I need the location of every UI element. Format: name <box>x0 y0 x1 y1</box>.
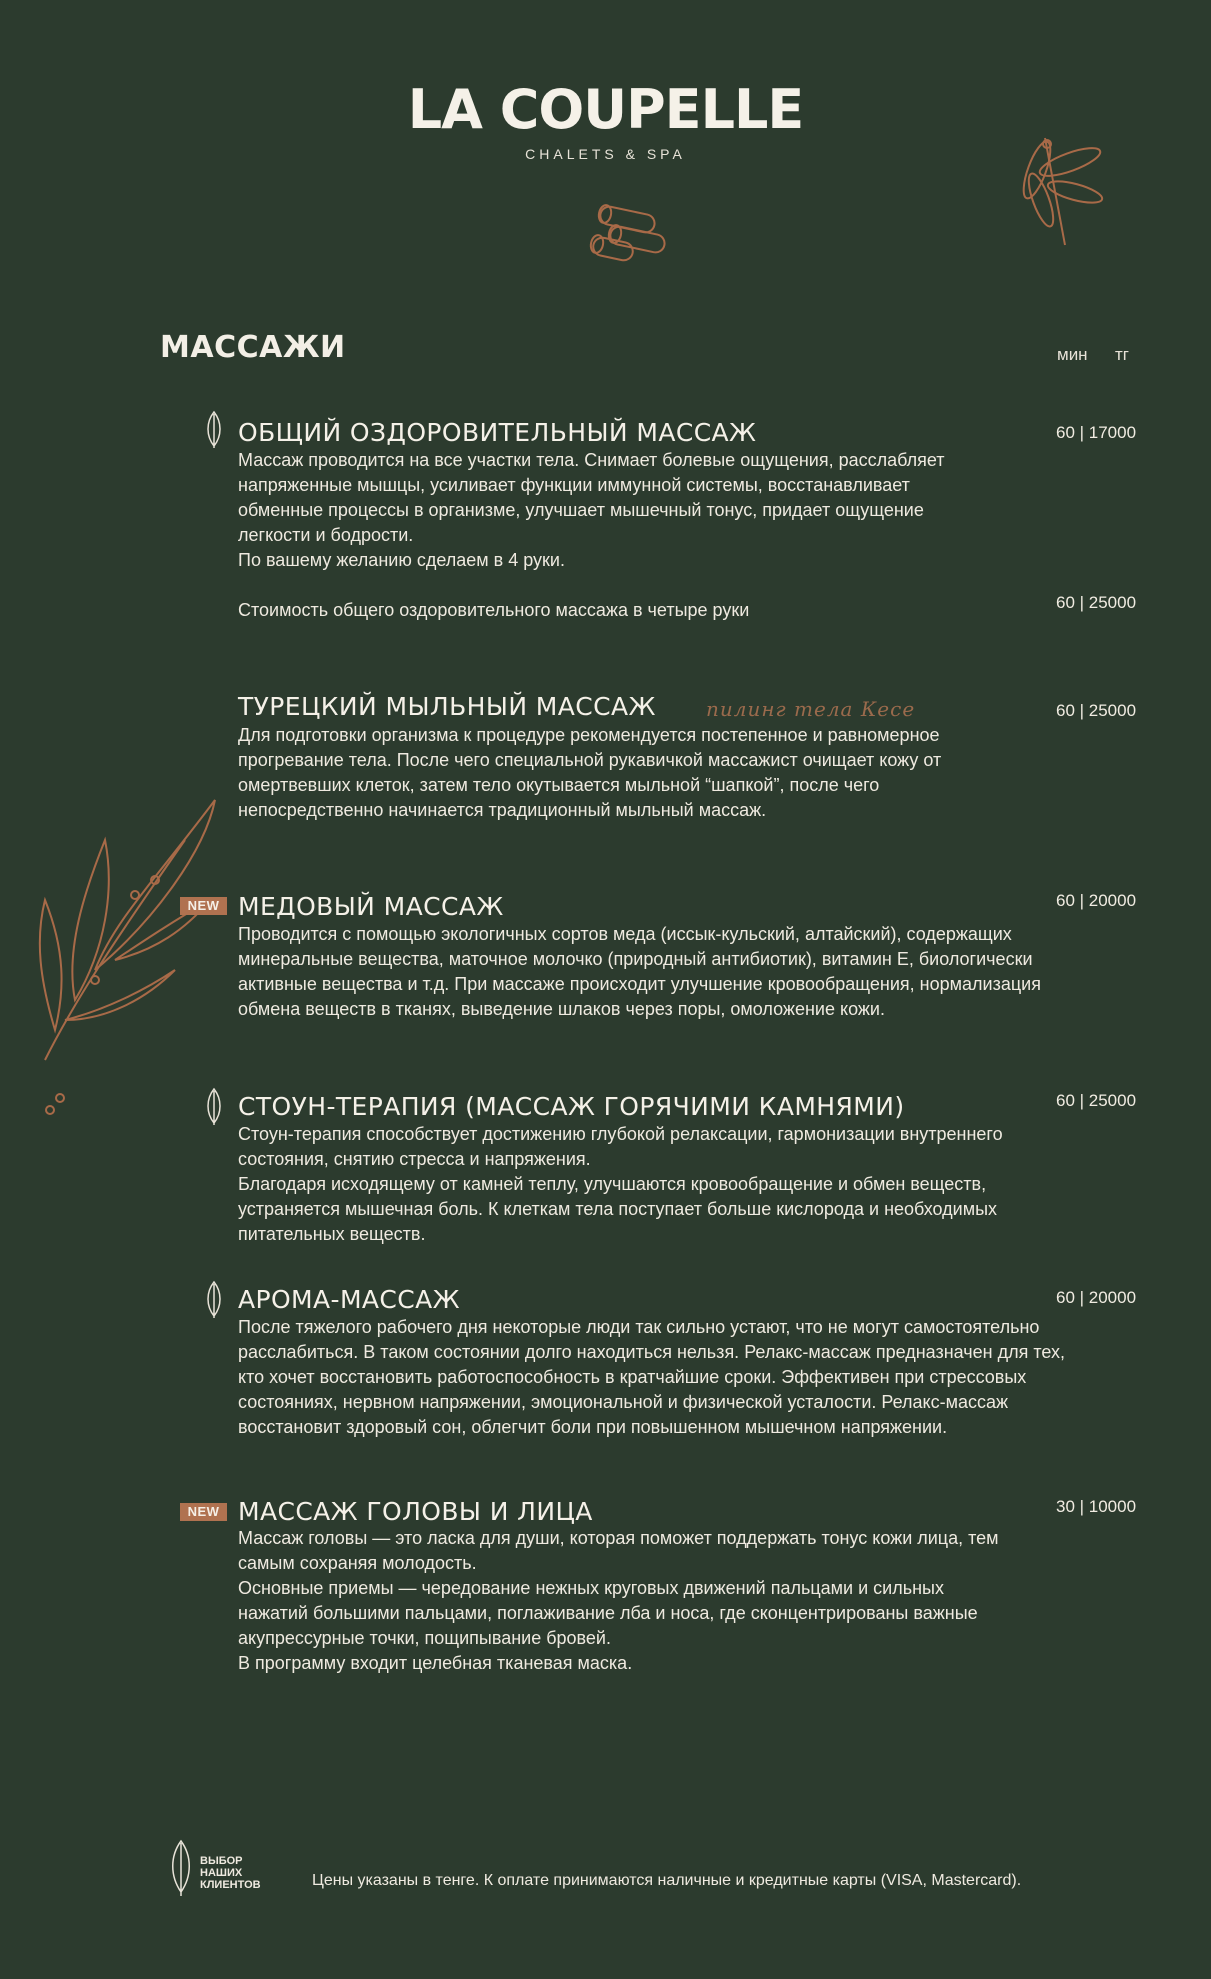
service-description: После тяжелого рабочего дня некоторые люди так сильно устают, что не могут самостоятельно расслабиться. В таком состоянии долго находиться нельзя. Релакс-массаж предназначен для тех, кто хочет восстановить работоспособность в кратчайшие сроки. Эффективен при стрессовых состояниях, нервном напряжении, эмоциональной и физической усталости. Релакс-массаж восстановит здоровый сон, облегчит боли при повышенном мышечном напряжении. <box>238 1317 1066 1437</box>
service-description: Для подготовки организма к процедуре рекомендуется постепенное и равномерное прогревание тела. После чего специальной рукавичкой массажист очищает кожу от омертвевших клеток, затем тело окутывается мыльной “шапкой”, после чего непосредственно начинается традиционный мыльный массаж. <box>238 725 942 820</box>
service-description: Массаж головы — это ласка для души, которая поможет поддержать тонус кожи лица, тем самым сохраняя молодость. Основные приемы — чередование нежных круговых движений пальцами и сильных нажатий большими пальцами, поглаживание лба и носа, где сконцентрированы важные акупрессурные точки, пощипывание бровей. В программу входит целебная тканевая маска. <box>238 1528 999 1673</box>
service-price: 60 | 20000 <box>1056 1288 1137 1307</box>
service-price: 30 | 10000 <box>1056 1497 1137 1516</box>
leaf-icon <box>168 1838 194 1898</box>
column-header-tg: тг <box>1115 345 1129 364</box>
new-badge: NEW <box>180 1503 227 1521</box>
service-price: 60 | 17000 <box>1056 423 1137 442</box>
leaf-icon <box>204 1280 224 1320</box>
service-title: ОБЩИЙ ОЗДОРОВИТЕЛЬНЫЙ МАССАЖ <box>238 418 757 447</box>
leaf-icon <box>204 1087 224 1127</box>
service-title: ТУРЕЦКИЙ МЫЛЬНЫЙ МАССАЖ <box>238 692 656 721</box>
service-title: МЕДОВЫЙ МАССАЖ <box>238 892 504 921</box>
column-header-min: мин <box>1057 345 1088 364</box>
branch-illustration <box>35 780 235 1120</box>
brand-tagline: CHALETS & SPA <box>525 146 686 162</box>
clients-choice-label: ВЫБОР НАШИХ КЛИЕНТОВ <box>200 1855 261 1891</box>
service-price: 60 | 20000 <box>1056 891 1137 910</box>
service-title: СТОУН-ТЕРАПИЯ (МАССАЖ ГОРЯЧИМИ КАМНЯМИ) <box>238 1092 905 1121</box>
service-extra-label: Стоимость общего оздоровительного массажа в четыре руки <box>238 600 750 620</box>
service-title: АРОМА-МАССАЖ <box>238 1285 460 1314</box>
service-description: Проводится с помощью экологичных сортов меда (иссык-кульский, алтайский), содержащих минеральные вещества, маточное молочко (природный антибиотик), витамин Е, биологически активные вещества и т.д. При массаже происходит улучшение кровообращения, нормализация обмена веществ в тканях, выведение шлаков через поры, омоложение кожи. <box>238 924 1041 1019</box>
script-annotation: пилинг тела Кесе <box>706 697 916 721</box>
towel-rolls-illustration <box>585 200 685 270</box>
service-price: 60 | 25000 <box>1056 1091 1137 1110</box>
service-price: 60 | 25000 <box>1056 701 1137 720</box>
service-title: МАССАЖ ГОЛОВЫ И ЛИЦА <box>238 1497 593 1526</box>
service-description: Массаж проводится на все участки тела. Снимает болевые ощущения, расслабляет напряженные мышцы, усиливает функции иммунной системы, восстанавливает обменные процессы в организме, улучшает мышечный тонус, придает ощущение легкости и бодрости. По вашему желанию сделаем в 4 руки. <box>238 450 945 570</box>
leaf-icon <box>204 410 224 450</box>
service-extra-price: 60 | 25000 <box>1056 593 1137 612</box>
brand-name: LA COUPELLE <box>407 78 804 141</box>
service-description: Стоун-терапия способствует достижению глубокой релаксации, гармонизации внутреннего состояния, снятию стресса и напряжения. Благодаря исходящему от камней теплу, улучшаются кровообращение и обмен веществ, устраняется мышечная боль. К клеткам тела поступает больше кислорода и необходимых питательных веществ. <box>238 1124 1003 1244</box>
section-title: МАССАЖИ <box>160 330 346 365</box>
payment-note: Цены указаны в тенге. К оплате принимаются наличные и кредитные карты (VISA, Mastercard). <box>312 1872 1022 1889</box>
new-badge: NEW <box>180 897 227 915</box>
dragonfly-illustration <box>1015 130 1105 250</box>
